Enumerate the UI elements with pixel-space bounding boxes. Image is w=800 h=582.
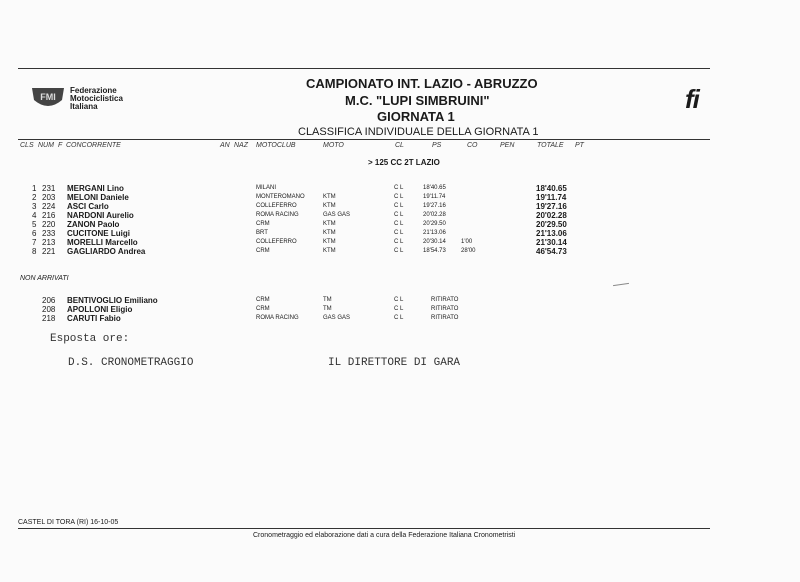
place-date: CASTEL DI TORA (RI) 16-10-05 [18, 519, 119, 526]
moto-cell: KTM [323, 203, 336, 209]
name-cell: NARDONI Aurelio [67, 211, 134, 220]
ps-cell: 19'27.16 [423, 203, 446, 209]
moto-cell: TM [323, 306, 332, 312]
ps-cell: 18'40.65 [423, 185, 446, 191]
championship-title: CAMPIONATO INT. LAZIO - ABRUZZO [306, 76, 538, 91]
cls-cell: 8 [32, 247, 37, 256]
name-cell: MELONI Daniele [67, 193, 129, 202]
cls-cell: 3 [32, 202, 37, 211]
moto-cell: KTM [323, 194, 336, 200]
co-cell: 1'00 [461, 239, 473, 245]
col-concorrente: CONCORRENTE [66, 142, 121, 149]
totale-cell: 20'29.50 [536, 220, 567, 229]
name-cell: APOLLONI Eligio [67, 305, 133, 314]
moto-cell: KTM [323, 230, 336, 236]
club-cell: CRM [256, 248, 270, 254]
num-cell: 220 [42, 220, 56, 229]
club-cell: MONTEROMANO [256, 194, 305, 200]
margin-mark [613, 283, 629, 286]
col-naz: NAZ [234, 142, 248, 149]
club-cell: CRM [256, 221, 270, 227]
cls-cell: 4 [32, 211, 37, 220]
num-cell: 216 [42, 211, 56, 220]
cl-cell: C L [394, 194, 404, 200]
table-row [0, 220, 800, 229]
col-cls: CLS [20, 142, 34, 149]
num-cell: 221 [42, 247, 56, 256]
num-cell: 203 [42, 193, 56, 202]
col-cl: CL [395, 142, 404, 149]
club-cell: ROMA RACING [256, 315, 299, 321]
name-cell: ZANON Paolo [67, 220, 120, 229]
moto-cell: KTM [323, 239, 336, 245]
moto-cell: KTM [323, 248, 336, 254]
fmi-logo-text [70, 87, 123, 111]
totale-cell: 18'40.65 [536, 184, 567, 193]
num-cell: 208 [42, 305, 56, 314]
col-an: AN [220, 142, 230, 149]
club-title: M.C. "LUPI SIMBRUINI" [345, 93, 490, 108]
table-row [0, 247, 800, 256]
cl-cell: C L [394, 239, 404, 245]
fmi-logo [30, 84, 66, 112]
club-cell: MILANI [256, 185, 277, 191]
name-cell: CUCITONE Luigi [67, 229, 130, 238]
name-cell: ASCI Carlo [67, 202, 109, 211]
cl-cell: C L [394, 212, 404, 218]
cl-cell: C L [394, 230, 404, 236]
moto-cell: TM [323, 297, 332, 303]
cl-cell: C L [394, 297, 404, 303]
table-row [0, 238, 800, 247]
table-row [0, 314, 800, 323]
num-cell: 231 [42, 184, 56, 193]
esposta-ore: Esposta ore: [50, 333, 130, 345]
num-cell: 218 [42, 314, 56, 323]
cl-cell: C L [394, 185, 404, 191]
cl-cell: C L [394, 315, 404, 321]
num-cell: 224 [42, 202, 56, 211]
name-cell: CARUTI Fabio [67, 314, 121, 323]
cls-cell: 2 [32, 193, 37, 202]
ps-cell: 20'30.14 [423, 239, 446, 245]
ds-cronometraggio: D.S. CRONOMETRAGGIO [68, 357, 194, 369]
table-row [0, 184, 800, 193]
totale-cell: 21'13.06 [536, 229, 567, 238]
col-ps: PS [432, 142, 442, 149]
totale-cell: 19'27.16 [536, 202, 567, 211]
club-cell: CRM [256, 297, 270, 303]
cls-cell: 6 [32, 229, 37, 238]
club-cell: ROMA RACING [256, 212, 299, 218]
ps-cell: 20'29.50 [423, 221, 446, 227]
col-num: NUM [38, 142, 54, 149]
col-totale: TOTALE [537, 142, 564, 149]
credits-text: Cronometraggio ed elaborazione dati a cura della Federazione Italiana Cronometristi [253, 532, 516, 539]
table-row [0, 305, 800, 314]
num-cell: 206 [42, 296, 56, 305]
co-cell: 28'00 [461, 248, 476, 254]
cls-cell: 5 [32, 220, 37, 229]
table-row [0, 202, 800, 211]
fmi-emblem-icon [30, 84, 66, 112]
table-row [0, 193, 800, 202]
club-cell: CRM [256, 306, 270, 312]
totale-cell: 21'30.14 [536, 238, 567, 247]
logo-line-2: Motociclistica [70, 94, 123, 103]
col-f: F [58, 142, 63, 149]
num-cell: 233 [42, 229, 56, 238]
cl-cell: C L [394, 248, 404, 254]
cl-cell: C L [394, 203, 404, 209]
status-cell: RITIRATO [431, 306, 459, 312]
table-row [0, 229, 800, 238]
cls-cell: 7 [32, 238, 37, 247]
ps-cell: 21'13.06 [423, 230, 446, 236]
round-title: GIORNATA 1 [377, 109, 455, 124]
classification-subtitle: CLASSIFICA INDIVIDUALE DELLA GIORNATA 1 [298, 126, 539, 138]
totale-cell: 20'02.28 [536, 211, 567, 220]
direttore-di-gara: IL DIRETTORE DI GARA [328, 357, 461, 369]
col-pen: PEN [500, 142, 515, 149]
moto-cell: KTM [323, 221, 336, 227]
svg-text:FMI: FMI [40, 92, 56, 102]
status-cell: RITIRATO [431, 297, 459, 303]
col-co: CO [467, 142, 478, 149]
ps-cell: 18'54.73 [423, 248, 446, 254]
name-cell: MERGANI Lino [67, 184, 124, 193]
moto-cell: GAS GAS [323, 212, 351, 218]
category-label: > 125 CC 2T LAZIO [368, 158, 440, 167]
ps-cell: 19'11.74 [423, 194, 446, 200]
col-pt: PT [575, 142, 584, 149]
club-cell: COLLEFERRO [256, 203, 297, 209]
top-rule [18, 68, 710, 69]
table-row [0, 296, 800, 305]
status-cell: RITIRATO [431, 315, 459, 321]
table-row [0, 211, 800, 220]
cls-cell: 1 [32, 184, 37, 193]
fici-logo: fi [685, 84, 699, 114]
footer-rule [18, 528, 710, 529]
ps-cell: 20'02.28 [423, 212, 446, 218]
name-cell: MORELLI Marcello [67, 238, 138, 247]
totale-cell: 46'54.73 [536, 247, 567, 256]
logo-line-1: Federazione [70, 86, 117, 95]
cl-cell: C L [394, 306, 404, 312]
club-cell: BRT [256, 230, 268, 236]
header-rule [18, 139, 710, 140]
name-cell: GAGLIARDO Andrea [67, 247, 146, 256]
cl-cell: C L [394, 221, 404, 227]
logo-line-3: Italiana [70, 102, 98, 111]
col-motoclub: MOTOCLUB [256, 142, 296, 149]
num-cell: 213 [42, 238, 56, 247]
totale-cell: 19'11.74 [536, 193, 567, 202]
non-arrivati-label: NON ARRIVATI [20, 275, 69, 282]
name-cell: BENTIVOGLIO Emiliano [67, 296, 158, 305]
club-cell: COLLEFERRO [256, 239, 297, 245]
moto-cell: GAS GAS [323, 315, 351, 321]
column-header-row [0, 142, 800, 151]
col-moto: MOTO [323, 142, 344, 149]
